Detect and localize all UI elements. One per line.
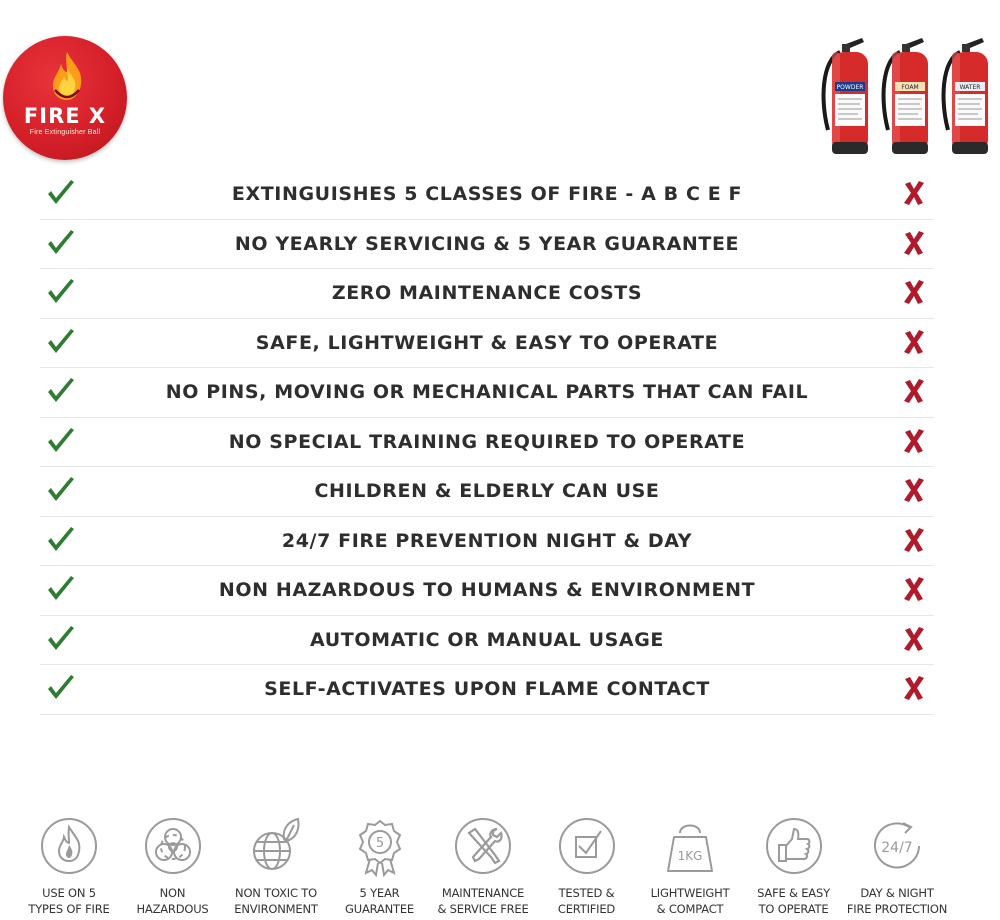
foam-label: FOAM	[901, 84, 919, 91]
feature-label-line2: & SERVICE FREE	[437, 902, 529, 916]
cross-icon	[902, 477, 926, 503]
table-row	[40, 170, 934, 220]
water-extinguisher	[944, 38, 988, 154]
feature-label-line1: SAFE & EASY	[757, 886, 830, 900]
feature-text: AUTOMATIC OR MANUAL USAGE	[310, 628, 664, 651]
feature-label-line1: LIGHTWEIGHT	[650, 886, 730, 900]
feature-label-line1: MAINTENANCE	[441, 886, 525, 900]
feature-label-line2: HAZARDOUS	[136, 902, 209, 916]
feature-label-line2: & COMPACT	[656, 902, 724, 916]
cross-icon	[902, 230, 926, 256]
check-icon	[45, 376, 77, 406]
feature-label-line2: ENVIRONMENT	[234, 902, 318, 916]
feature-label-line1: USE ON 5	[42, 886, 96, 900]
feature-item	[16, 815, 122, 917]
feature-label	[534, 885, 640, 917]
check-icon	[45, 277, 77, 307]
feature-label-line1: DAY & NIGHT	[860, 886, 934, 900]
comparison-table	[40, 170, 934, 715]
biohazard-icon	[143, 815, 203, 877]
feature-label-line2: TYPES OF FIRE	[28, 902, 110, 916]
flame-icon	[39, 815, 99, 877]
table-row	[40, 665, 934, 715]
feature-label	[430, 885, 536, 917]
check-icon	[45, 525, 77, 555]
feature-text: SELF-ACTIVATES UPON FLAME CONTACT	[264, 678, 710, 700]
feature-item	[637, 815, 743, 917]
cross-icon	[902, 378, 926, 404]
feature-text: NON HAZARDOUS TO HUMANS & ENVIRONMENT	[218, 579, 756, 601]
cross-icon	[902, 675, 926, 701]
check-icon	[45, 178, 77, 208]
badge-icon	[350, 815, 410, 877]
thumbs-up-icon	[764, 815, 824, 877]
table-row	[40, 269, 934, 319]
table-row	[40, 616, 934, 666]
check-icon	[45, 673, 77, 703]
feature-item	[327, 815, 433, 917]
table-row	[40, 566, 934, 616]
flame-icon	[47, 50, 87, 106]
feature-label-line1: 5 YEAR	[359, 886, 400, 900]
feature-text: CHILDREN & ELDERLY CAN USE	[314, 480, 660, 502]
check-icon	[45, 228, 77, 258]
feature-label-line2: TO OPERATE	[758, 902, 829, 916]
feature-text: EXTINGUISHES 5 CLASSES OF FIRE - A B C E F	[231, 183, 743, 205]
feature-label-line1: TESTED &	[558, 886, 615, 900]
feature-label	[844, 885, 950, 917]
feature-icons-row	[18, 815, 958, 920]
cross-icon	[902, 428, 926, 454]
feature-item	[741, 815, 847, 917]
logo-subtitle: Fire Extinguisher Ball	[29, 129, 101, 136]
clock-text: 24/7	[881, 840, 913, 856]
checkbox-icon	[557, 815, 617, 877]
feature-label-line2: GUARANTEE	[345, 902, 414, 916]
table-row	[40, 368, 934, 418]
table-row	[40, 319, 934, 369]
check-icon	[45, 624, 77, 654]
cross-icon	[902, 626, 926, 652]
feature-label	[327, 885, 433, 917]
feature-label	[741, 885, 847, 917]
feature-text: NO SPECIAL TRAINING REQUIRED TO OPERATE	[228, 430, 746, 453]
fire-x-logo	[3, 36, 127, 160]
badge-text: 5	[375, 836, 384, 851]
feature-text: SAFE, LIGHTWEIGHT & EASY TO OPERATE	[255, 331, 719, 354]
cross-icon	[902, 527, 926, 553]
feature-text: NO YEARLY SERVICING & 5 YEAR GUARANTEE	[234, 232, 740, 255]
cross-icon	[902, 329, 926, 355]
feature-label-line2: FIRE PROTECTION	[846, 902, 948, 916]
feature-text: NO PINS, MOVING OR MECHANICAL PARTS THAT CAN FAIL	[165, 381, 809, 403]
feature-item	[120, 815, 226, 917]
tools-icon	[453, 815, 513, 877]
check-icon	[45, 475, 77, 505]
fire-extinguishers-image	[812, 30, 1000, 165]
water-label: WATER	[959, 84, 981, 91]
weight-icon	[660, 815, 720, 877]
feature-item	[223, 815, 329, 917]
powder-extinguisher	[824, 38, 868, 154]
foam-extinguisher	[884, 38, 928, 154]
feature-label	[120, 885, 226, 917]
powder-label: POWDER	[836, 84, 864, 91]
feature-item	[430, 815, 536, 917]
feature-item	[534, 815, 640, 917]
feature-item	[844, 815, 950, 917]
feature-text: 24/7 FIRE PREVENTION NIGHT & DAY	[281, 529, 693, 552]
cross-icon	[902, 576, 926, 602]
feature-label-line1: NON	[159, 886, 186, 900]
cross-icon	[902, 279, 926, 305]
cross-icon	[902, 180, 926, 206]
table-row	[40, 220, 934, 270]
weight-text: 1KG	[677, 849, 703, 863]
logo-title: FIRE X	[23, 104, 107, 128]
feature-label	[637, 885, 743, 917]
table-row	[40, 418, 934, 468]
feature-label-line2: CERTIFIED	[557, 902, 616, 916]
feature-text: ZERO MAINTENANCE COSTS	[331, 282, 643, 304]
feature-label	[16, 885, 122, 917]
table-row	[40, 467, 934, 517]
table-row	[40, 517, 934, 567]
feature-label-line1: NON TOXIC TO	[235, 886, 317, 900]
feature-label	[223, 885, 329, 917]
check-icon	[45, 574, 77, 604]
globe-leaf-icon	[246, 815, 306, 877]
clock-24-icon	[867, 815, 927, 877]
check-icon	[45, 327, 77, 357]
check-icon	[45, 426, 77, 456]
